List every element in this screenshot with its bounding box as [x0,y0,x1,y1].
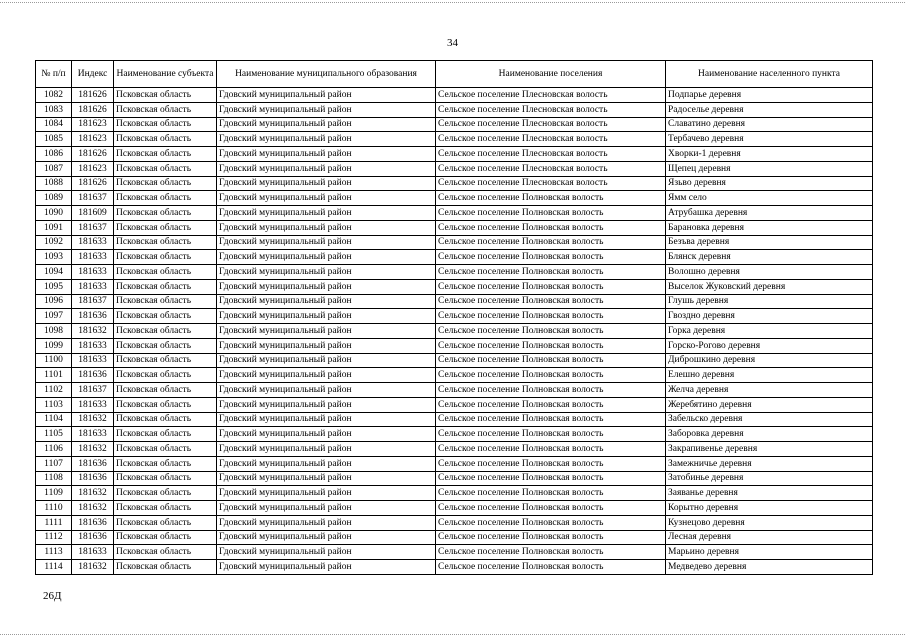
cell-number: 1094 [36,265,72,280]
cell-index: 181633 [72,545,114,560]
cell-index: 181636 [72,530,114,545]
cell-number: 1083 [36,102,72,117]
table-row [36,368,873,383]
cell-subject: Псковская область [114,294,217,309]
cell-subject: Псковская область [114,176,217,191]
cell-subject: Псковская область [114,383,217,398]
cell-locality: Кузнецово деревня [666,515,873,530]
cell-locality: Заборовка деревня [666,427,873,442]
cell-settlement: Сельское поселение Полновская волость [436,471,666,486]
cell-number: 1109 [36,486,72,501]
cell-index: 181633 [72,235,114,250]
cell-settlement: Сельское поселение Полновская волость [436,309,666,324]
cell-settlement: Сельское поселение Полновская волость [436,353,666,368]
cell-subject: Псковская область [114,161,217,176]
cell-subject: Псковская область [114,471,217,486]
cell-locality: Барановка деревня [666,220,873,235]
table-row [36,220,873,235]
cell-number: 1092 [36,235,72,250]
cell-settlement: Сельское поселение Плесновская волость [436,102,666,117]
cell-municipality: Гдовский муниципальный район [217,515,436,530]
cell-settlement: Сельское поселение Плесновская волость [436,147,666,162]
table-row [36,132,873,147]
cell-settlement: Сельское поселение Полновская волость [436,294,666,309]
settlements-table-wrapper [35,60,872,575]
cell-settlement: Сельское поселение Полновская волость [436,501,666,516]
cell-municipality: Гдовский муниципальный район [217,265,436,280]
cell-locality: Диброшкино деревня [666,353,873,368]
cell-index: 181632 [72,442,114,457]
cell-settlement: Сельское поселение Полновская волость [436,397,666,412]
table-row [36,442,873,457]
cell-settlement: Сельское поселение Полновская волость [436,235,666,250]
cell-index: 181626 [72,88,114,103]
cell-municipality: Гдовский муниципальный район [217,220,436,235]
cell-locality: Язьво деревня [666,176,873,191]
cell-locality: Корытно деревня [666,501,873,516]
cell-locality: Безъва деревня [666,235,873,250]
table-row [36,235,873,250]
cell-subject: Псковская область [114,501,217,516]
cell-settlement: Сельское поселение Полновская волость [436,383,666,398]
cell-subject: Псковская область [114,309,217,324]
cell-municipality: Гдовский муниципальный район [217,530,436,545]
cell-subject: Псковская область [114,456,217,471]
cell-index: 181623 [72,132,114,147]
cell-subject: Псковская область [114,530,217,545]
table-row [36,486,873,501]
cell-municipality: Гдовский муниципальный район [217,235,436,250]
table-header-row [36,61,873,88]
cell-number: 1105 [36,427,72,442]
cell-number: 1113 [36,545,72,560]
table-row [36,191,873,206]
table-row [36,383,873,398]
cell-index: 181633 [72,338,114,353]
cell-settlement: Сельское поселение Полновская волость [436,530,666,545]
header-municipality: Наименование муниципального образования [217,61,436,88]
cell-locality: Жеребятино деревня [666,397,873,412]
cell-settlement: Сельское поселение Полновская волость [436,442,666,457]
cell-municipality: Гдовский муниципальный район [217,545,436,560]
cell-number: 1084 [36,117,72,132]
cell-number: 1097 [36,309,72,324]
cell-index: 181636 [72,515,114,530]
table-row [36,545,873,560]
cell-locality: Закрапивенье деревня [666,442,873,457]
cell-locality: Волошно деревня [666,265,873,280]
cell-municipality: Гдовский муниципальный район [217,132,436,147]
cell-locality: Радоселье деревня [666,102,873,117]
header-index: Индекс [72,61,114,88]
cell-subject: Псковская область [114,353,217,368]
cell-number: 1085 [36,132,72,147]
cell-index: 181633 [72,250,114,265]
table-row [36,294,873,309]
cell-number: 1099 [36,338,72,353]
table-row [36,397,873,412]
cell-number: 1090 [36,206,72,221]
cell-municipality: Гдовский муниципальный район [217,427,436,442]
cell-municipality: Гдовский муниципальный район [217,191,436,206]
cell-settlement: Сельское поселение Полновская волость [436,220,666,235]
cell-municipality: Гдовский муниципальный район [217,442,436,457]
table-row [36,471,873,486]
cell-municipality: Гдовский муниципальный район [217,338,436,353]
cell-locality: Забельско деревня [666,412,873,427]
table-row [36,265,873,280]
cell-municipality: Гдовский муниципальный район [217,397,436,412]
cell-index: 181609 [72,206,114,221]
cell-settlement: Сельское поселение Полновская волость [436,456,666,471]
cell-index: 181626 [72,147,114,162]
cell-subject: Псковская область [114,442,217,457]
cell-number: 1087 [36,161,72,176]
cell-municipality: Гдовский муниципальный район [217,353,436,368]
scan-top-edge [0,2,905,3]
cell-index: 181633 [72,265,114,280]
cell-locality: Блянск деревня [666,250,873,265]
cell-locality: Выселок Жуковский деревня [666,279,873,294]
cell-settlement: Сельское поселение Полновская волость [436,368,666,383]
table-row [36,324,873,339]
cell-municipality: Гдовский муниципальный район [217,294,436,309]
cell-municipality: Гдовский муниципальный район [217,117,436,132]
table-row [36,427,873,442]
cell-settlement: Сельское поселение Полновская волость [436,545,666,560]
cell-index: 181633 [72,397,114,412]
cell-settlement: Сельское поселение Полновская волость [436,265,666,280]
table-row [36,456,873,471]
cell-number: 1112 [36,530,72,545]
table-row [36,117,873,132]
cell-index: 181632 [72,501,114,516]
page-number: 34 [447,37,458,49]
cell-index: 181632 [72,324,114,339]
cell-municipality: Гдовский муниципальный район [217,368,436,383]
cell-settlement: Сельское поселение Полновская волость [436,427,666,442]
table-row [36,353,873,368]
cell-settlement: Сельское поселение Плесновская волость [436,132,666,147]
cell-index: 181636 [72,456,114,471]
cell-settlement: Сельское поселение Плесновская волость [436,117,666,132]
cell-municipality: Гдовский муниципальный район [217,88,436,103]
cell-locality: Горско-Рогово деревня [666,338,873,353]
cell-number: 1089 [36,191,72,206]
table-row [36,338,873,353]
cell-index: 181623 [72,161,114,176]
cell-municipality: Гдовский муниципальный район [217,250,436,265]
header-locality: Наименование населенного пункта [666,61,873,88]
cell-subject: Псковская область [114,368,217,383]
cell-locality: Замежничье деревня [666,456,873,471]
cell-locality: Лесная деревня [666,530,873,545]
cell-settlement: Сельское поселение Полновская волость [436,206,666,221]
footer-code: 26Д [43,590,62,602]
cell-locality: Тербачево деревня [666,132,873,147]
cell-number: 1093 [36,250,72,265]
table-row [36,560,873,575]
cell-settlement: Сельское поселение Полновская волость [436,191,666,206]
cell-locality: Гвоздно деревня [666,309,873,324]
cell-municipality: Гдовский муниципальный район [217,161,436,176]
table-body [36,88,873,575]
cell-subject: Псковская область [114,191,217,206]
cell-municipality: Гдовский муниципальный район [217,102,436,117]
cell-locality: Горка деревня [666,324,873,339]
cell-subject: Псковская область [114,486,217,501]
cell-number: 1100 [36,353,72,368]
cell-municipality: Гдовский муниципальный район [217,412,436,427]
cell-settlement: Сельское поселение Плесновская волость [436,176,666,191]
cell-subject: Псковская область [114,88,217,103]
cell-number: 1104 [36,412,72,427]
cell-index: 181633 [72,279,114,294]
cell-municipality: Гдовский муниципальный район [217,456,436,471]
cell-number: 1088 [36,176,72,191]
cell-subject: Псковская область [114,545,217,560]
table-row [36,412,873,427]
cell-index: 181632 [72,486,114,501]
cell-number: 1098 [36,324,72,339]
table-row [36,309,873,324]
cell-subject: Псковская область [114,324,217,339]
cell-index: 181633 [72,427,114,442]
table-row [36,88,873,103]
table-row [36,161,873,176]
table-row [36,515,873,530]
cell-locality: Желча деревня [666,383,873,398]
cell-index: 181626 [72,176,114,191]
table-row [36,147,873,162]
cell-subject: Псковская область [114,515,217,530]
cell-number: 1091 [36,220,72,235]
cell-number: 1110 [36,501,72,516]
cell-locality: Атрубашка деревня [666,206,873,221]
cell-municipality: Гдовский муниципальный район [217,383,436,398]
table-row [36,102,873,117]
cell-subject: Псковская область [114,147,217,162]
cell-locality: Щепец деревня [666,161,873,176]
cell-locality: Затобинье деревня [666,471,873,486]
cell-locality: Глушь деревня [666,294,873,309]
cell-locality: Подпарье деревня [666,88,873,103]
cell-subject: Псковская область [114,117,217,132]
scan-bottom-edge [0,634,905,635]
cell-subject: Псковская область [114,250,217,265]
cell-municipality: Гдовский муниципальный район [217,279,436,294]
cell-number: 1103 [36,397,72,412]
cell-municipality: Гдовский муниципальный район [217,309,436,324]
cell-settlement: Сельское поселение Полновская волость [436,324,666,339]
cell-subject: Псковская область [114,102,217,117]
cell-settlement: Сельское поселение Полновская волость [436,412,666,427]
cell-municipality: Гдовский муниципальный район [217,501,436,516]
cell-municipality: Гдовский муниципальный район [217,176,436,191]
cell-number: 1086 [36,147,72,162]
cell-municipality: Гдовский муниципальный район [217,560,436,575]
cell-number: 1106 [36,442,72,457]
cell-number: 1108 [36,471,72,486]
cell-number: 1082 [36,88,72,103]
table-row [36,176,873,191]
cell-number: 1095 [36,279,72,294]
cell-municipality: Гдовский муниципальный район [217,471,436,486]
cell-index: 181636 [72,471,114,486]
cell-locality: Марьино деревня [666,545,873,560]
cell-subject: Псковская область [114,265,217,280]
table-row [36,530,873,545]
header-settlement: Наименование поселения [436,61,666,88]
cell-index: 181633 [72,353,114,368]
cell-settlement: Сельское поселение Полновская волость [436,250,666,265]
cell-subject: Псковская область [114,132,217,147]
cell-locality: Медведево деревня [666,560,873,575]
cell-index: 181623 [72,117,114,132]
cell-municipality: Гдовский муниципальный район [217,324,436,339]
cell-locality: Славатино деревня [666,117,873,132]
cell-subject: Псковская область [114,338,217,353]
cell-locality: Хворки-1 деревня [666,147,873,162]
cell-subject: Псковская область [114,427,217,442]
table-row [36,206,873,221]
cell-municipality: Гдовский муниципальный район [217,206,436,221]
cell-number: 1114 [36,560,72,575]
table-row [36,501,873,516]
cell-number: 1101 [36,368,72,383]
cell-settlement: Сельское поселение Плесновская волость [436,88,666,103]
cell-index: 181626 [72,102,114,117]
cell-index: 181637 [72,191,114,206]
table-row [36,279,873,294]
cell-locality: Заяванье деревня [666,486,873,501]
cell-subject: Псковская область [114,560,217,575]
header-number: № п/п [36,61,72,88]
cell-subject: Псковская область [114,206,217,221]
cell-number: 1111 [36,515,72,530]
cell-municipality: Гдовский муниципальный район [217,147,436,162]
cell-subject: Псковская область [114,397,217,412]
cell-index: 181637 [72,220,114,235]
cell-subject: Псковская область [114,279,217,294]
cell-index: 181637 [72,294,114,309]
settlements-table [35,60,873,575]
cell-settlement: Сельское поселение Полновская волость [436,338,666,353]
cell-subject: Псковская область [114,220,217,235]
header-subject: Наименование субъекта [114,61,217,88]
cell-settlement: Сельское поселение Полновская волость [436,279,666,294]
cell-index: 181637 [72,383,114,398]
cell-municipality: Гдовский муниципальный район [217,486,436,501]
cell-index: 181632 [72,560,114,575]
cell-settlement: Сельское поселение Полновская волость [436,560,666,575]
cell-locality: Елешно деревня [666,368,873,383]
cell-number: 1107 [36,456,72,471]
cell-settlement: Сельское поселение Плесновская волость [436,161,666,176]
cell-index: 181636 [72,309,114,324]
cell-index: 181636 [72,368,114,383]
cell-number: 1102 [36,383,72,398]
cell-settlement: Сельское поселение Полновская волость [436,486,666,501]
cell-settlement: Сельское поселение Полновская волость [436,515,666,530]
table-row [36,250,873,265]
cell-locality: Ямм село [666,191,873,206]
cell-subject: Псковская область [114,412,217,427]
cell-index: 181632 [72,412,114,427]
cell-subject: Псковская область [114,235,217,250]
cell-number: 1096 [36,294,72,309]
